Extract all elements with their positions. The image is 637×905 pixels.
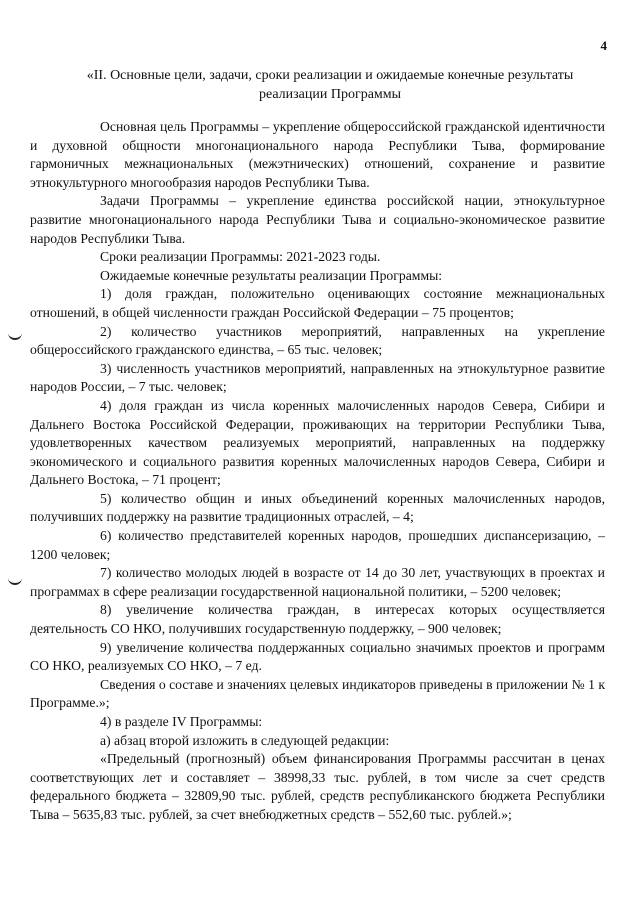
paragraph: а) абзац второй изложить в следующей редакции: [100, 732, 390, 748]
paragraph: Основная цель Программы – укрепление общероссийской гражданской идентичности и духовной общности многонационального народа Республики Тыва, формирование гармоничных межнациональных (межэтнических) отношений, сохранение и развитие этнокультурного многообразия народов Республики Тыва. [30, 119, 605, 190]
body-text [30, 118, 605, 825]
list-item: 1) доля граждан, положительно оценивающих состояние межнациональных отношений, в общей численности граждан Российской Федерации – 75 процентов; [30, 286, 605, 320]
section-title: «II. Основные цели, задачи, сроки реализации и ожидаемые конечные результаты реализации Программы [86, 68, 574, 102]
list-item: 2) количество участников мероприятий, направленных на укрепление общероссийского гражданского единства, – 65 тыс. человек; [30, 323, 605, 358]
list-item: 5) количество общин и иных объединений коренных малочисленных народов, получивших поддержку на развитие традиционных отраслей, – 4; [30, 490, 605, 525]
paragraph: 4) в разделе IV Программы: [100, 714, 263, 729]
paragraph: «Предельный (прогнозный) объем финансирования Программы рассчитан в ценах соответствующих лет и составляет – 38998,33 тыс. рублей, в том числе за счет средств федерального бюджета – 32809,90 тыс. рублей, средств республиканского бюджета Республики Тыва – 5635,83 тыс. рублей, за счет внебюджетных средств – 552,60 тыс. рублей.»; [30, 751, 605, 822]
list-item: 3) численность участников мероприятий, направленных на этнокультурное развитие народов России, – 7 тыс. человек; [30, 360, 605, 395]
paragraph: Сроки реализации Программы: 2021-2023 годы. [100, 249, 381, 265]
margin-mark [8, 575, 22, 585]
paragraph: Задачи Программы – укрепление единства российской нации, этнокультурное развитие многонационального народа Республики Тыва и социально-экономическое развитие народов Республики Тыва. [30, 193, 605, 246]
list-item: 7) количество молодых людей в возрасте от 14 до 30 лет, участвующих в проектах и программах в сфере реализации государственной национальной политики, – 5200 человек; [30, 565, 605, 599]
paragraph: Ожидаемые конечные результаты реализации Программы: [100, 267, 443, 283]
paragraph: Сведения о составе и значениях целевых индикаторов приведены в приложении № 1 к Программе.»; [30, 676, 605, 711]
page-number: 4 [600, 38, 607, 53]
list-item: 6) количество представителей коренных народов, прошедших диспансеризацию, – 1200 человек; [30, 528, 605, 562]
list-item: 4) доля граждан из числа коренных малочисленных народов Севера, Сибири и Дальнего Востока Российской Федерации, проживающих на территории Республики Тыва, удовлетворенных качеством реализуемых мероприятий, направленных на поддержку экономического и социального развития коренных малочисленных народов Севера, Сибири и Дальнего Востока, – 71 процент; [30, 397, 605, 488]
list-item: 8) увеличение количества граждан, в интересах которых осуществляется деятельность СО НКО, получивших государственную поддержку, – 900 человек; [30, 602, 605, 637]
list-item: 9) увеличение количества поддержанных социально значимых проектов и программ СО НКО, реализуемых СО НКО, – 7 ед. [30, 639, 605, 674]
margin-mark [8, 330, 22, 340]
